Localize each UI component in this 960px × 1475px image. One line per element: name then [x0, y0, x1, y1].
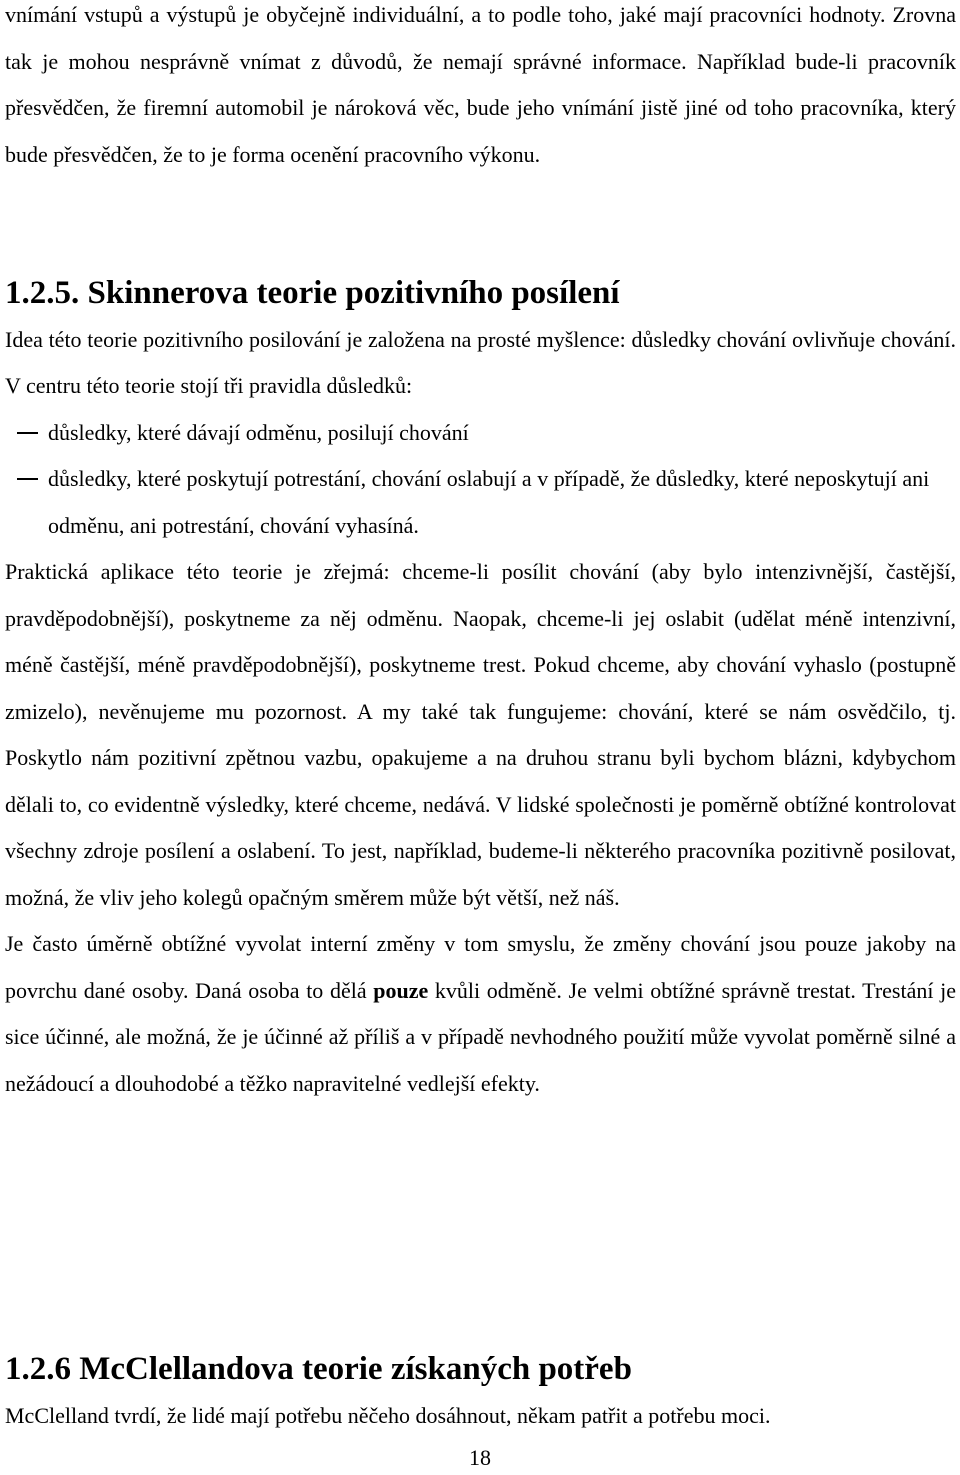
list-item-text: důsledky, které poskytují potrestání, chování oslabují a v případě, že důsledky, které neposkytují ani odměnu, ani potrestání, chování vyhasíná.	[48, 466, 930, 538]
page-number: 18	[469, 1445, 491, 1470]
dash-bullet-icon	[17, 478, 38, 480]
paragraph-3-text-end: kvůli odměně. Je velmi obtížné správně trestat. Trestání je sice účinné, ale možná, že je účinné až příliš a v případě nevhodného použití může vyvolat poměrně silné a nežádoucí a dlouhodobé a těžko napravitelné vedlejší efekty.	[5, 977, 956, 1096]
consequence-rules-list	[5, 410, 956, 550]
list-item	[5, 456, 956, 549]
intro-paragraph: vnímání vstupů a výstupů je obyčejně individuální, a to podle toho, jaké mají pracovníci hodnoty. Zrovna tak je mohou nesprávně vnímat z důvodů, že nemají správné informace. Například bude-li pracovník přesvědčen, že firemní automobil je nároková věc, bude jeho vnímání jistě jiné od toho pracovníka, který bude přesvědčen, že to je forma ocenění pracovního výkonu.	[5, 2, 956, 167]
section-1-2-5	[5, 270, 956, 1107]
section-1-2-5-paragraph-3	[5, 921, 956, 1107]
paragraph-3-text-start: Je často úměrně obtížné vyvolat interní změny v tom smyslu, že změny chování jsou pouze jakoby na povrchu dané osoby. Daná osoba to dělá	[5, 931, 956, 1003]
list-item-text: důsledky, které dávají odměnu, posilují chování	[48, 419, 469, 445]
section-heading-1-2-5: 1.2.5. Skinnerova teorie pozitivního posílení	[5, 275, 620, 311]
section-1-2-5-paragraph-1: Idea této teorie pozitivního posilování je založena na prosté myšlence: důsledky chování ovlivňuje chování. V centru této teorie stojí tři pravidla důsledků:	[5, 326, 956, 398]
emphasis-pouze: pouze	[373, 977, 429, 1003]
section-1-2-6	[5, 1346, 956, 1439]
section-1-2-5-paragraph-2: Praktická aplikace této teorie je zřejmá: chceme-li posílit chování (aby bylo intenzivnější, častější, pravděpodobnější), poskytneme za něj odměnu. Naopak, chceme-li jej oslabit (udělat méně intenzivní, méně častější, méně pravděpodobnější), poskytneme trest. Pokud chceme, aby chování vyhaslo (postupně zmizelo), nevěnujeme mu pozornost. A my také tak fungujeme: chování, které se nám osvědčilo, tj. Poskytlo nám pozitivní zpětnou vazbu, opakujeme a na druhou stranu byli bychom blázni, kdybychom dělali to, co evidentně výsledky, které chceme, nedává. V lidské společnosti je poměrně obtížné kontrolovat všechny zdroje posílení a oslabení. To jest, například, budeme-li některého pracovníka pozitivně posilovat, možná, že vliv jeho kolegů opačným směrem může být větší, než náš.	[5, 559, 956, 910]
dash-bullet-icon	[17, 432, 38, 434]
section-heading-1-2-6: 1.2.6 McClellandova teorie získaných potřeb	[5, 1351, 632, 1387]
intro-block	[5, 0, 956, 178]
list-item	[5, 410, 956, 457]
section-1-2-6-paragraph-1: McClelland tvrdí, že lidé mají potřebu něčeho dosáhnout, někam patřit a potřebu moci.	[5, 1402, 771, 1428]
